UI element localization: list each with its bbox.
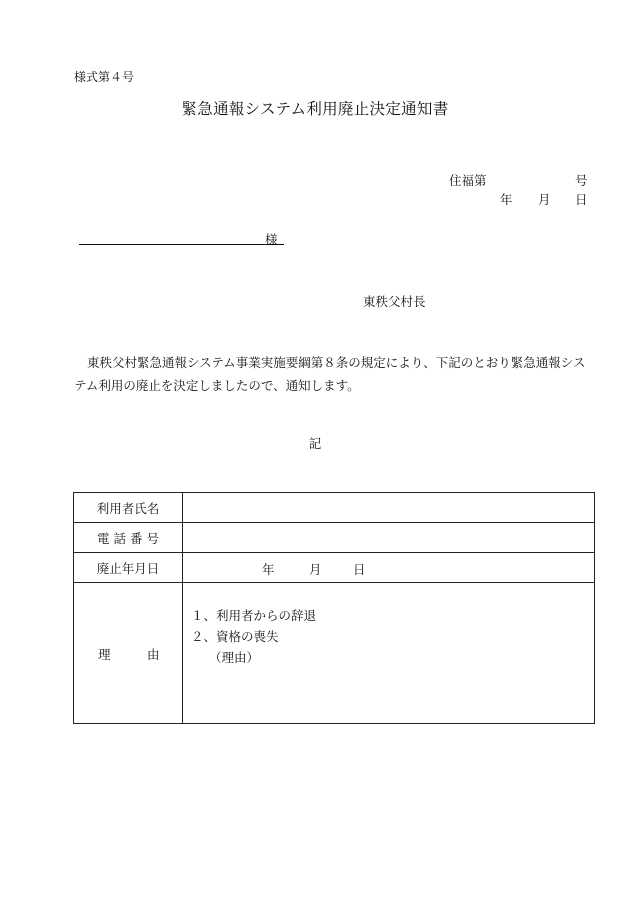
- reason-item: １、利用者からの辞退: [191, 608, 317, 623]
- section-marker: 記: [308, 436, 322, 451]
- reason-cell: [183, 583, 595, 724]
- reason-item: ２、資格の喪失: [191, 629, 279, 644]
- termination-date-month: 月: [309, 562, 322, 577]
- termination-date-day: 日: [353, 562, 366, 577]
- info-table: [73, 492, 595, 724]
- reason-note: （理由）: [209, 650, 260, 665]
- body-paragraph: 東秩父村緊急通報システム事業実施要綱第８条の規定により、下記のとおり緊急通報システム利用の廃止を決定しましたので、通知します。: [74, 355, 586, 393]
- table-row-reason: [74, 583, 595, 724]
- issue-date-month: 月: [538, 192, 551, 207]
- user-name-cell: [183, 493, 595, 523]
- sender-name: 東秩父村長: [363, 294, 426, 309]
- reason-label: [74, 583, 183, 724]
- issue-date-year: 年: [500, 192, 513, 207]
- reason-label-right: 由: [147, 647, 160, 662]
- table-row-termination-date: [74, 553, 595, 583]
- reason-list: [191, 605, 594, 668]
- reason-label-left: 理: [98, 647, 111, 662]
- table-row-phone: [74, 523, 595, 553]
- phone-label: 電 話 番 号: [74, 523, 183, 553]
- document-number-suffix: 号: [575, 173, 588, 188]
- termination-date-year: 年: [262, 562, 275, 577]
- termination-date-label: 廃止年月日: [74, 553, 183, 583]
- user-name-label: 利用者氏名: [74, 493, 183, 523]
- form-number: 様式第４号: [74, 70, 135, 84]
- termination-date-cell: [183, 553, 595, 583]
- addressee-name-line: [79, 230, 284, 245]
- document-title: 緊急通報システム利用廃止決定通知書: [181, 100, 449, 118]
- phone-cell: [183, 523, 595, 553]
- table-row-user-name: [74, 493, 595, 523]
- issue-date-day: 日: [575, 192, 588, 207]
- addressee-honorific: 様: [265, 232, 278, 247]
- document-number-prefix: 住福第: [449, 173, 487, 188]
